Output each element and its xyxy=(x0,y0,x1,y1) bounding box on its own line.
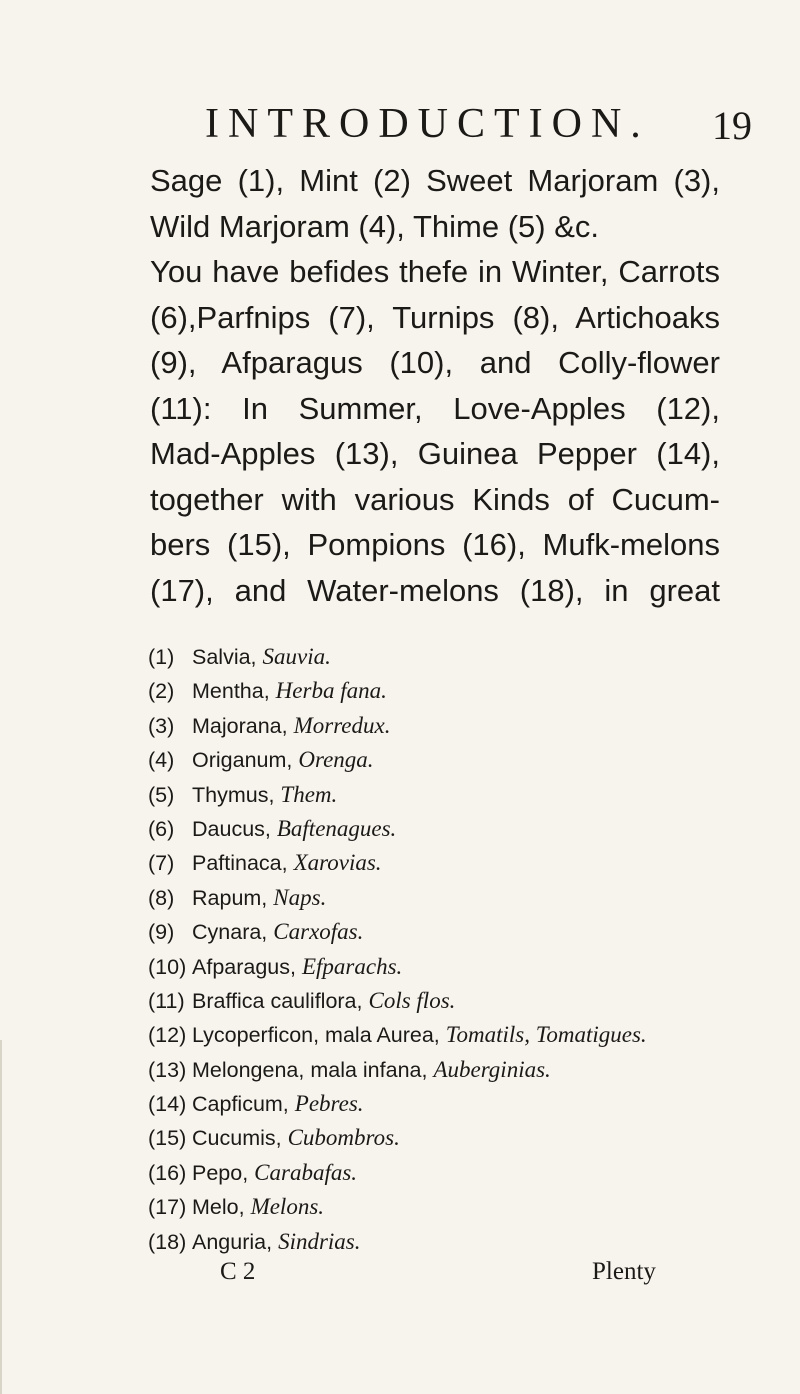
footnote xyxy=(148,915,708,949)
footnote xyxy=(148,984,708,1018)
footnote-local-name: Tomatils, Tomatigues. xyxy=(445,1022,647,1048)
footnote-number: (3) xyxy=(148,713,175,738)
running-title: INTRODUCTION. xyxy=(205,101,650,147)
footnote xyxy=(148,812,708,846)
footnote xyxy=(148,778,708,812)
footnote-local-name: Xarovias. xyxy=(293,850,382,876)
footnote-latin-name: Melongena, mala infana, xyxy=(192,1057,428,1082)
footnote-number: (10) xyxy=(148,954,187,979)
footnote-latin-name: Lycoperficon, mala Aurea, xyxy=(192,1023,440,1048)
footnote-local-name: Baftenagues. xyxy=(276,815,397,841)
signature-mark: C 2 xyxy=(220,1258,256,1285)
footnote-local-name: Pebres. xyxy=(294,1091,364,1117)
footnote-latin-name: Salvia, xyxy=(192,645,257,669)
footnote-number: (16) xyxy=(148,1160,187,1185)
body-line: together with various Kinds of Cucum- xyxy=(150,481,720,517)
footnote-local-name: Cubombros. xyxy=(287,1125,400,1151)
footnote xyxy=(148,1087,708,1121)
body-line: bers (15), Pompions (16), Mufk-melons xyxy=(150,527,720,562)
footnote-number: (8) xyxy=(148,885,175,910)
footnote xyxy=(148,846,708,880)
footnote xyxy=(148,674,708,708)
main-paragraph xyxy=(150,158,720,613)
footnote-local-name: Herba fana. xyxy=(275,678,387,704)
footnote-number: (9) xyxy=(148,920,175,945)
footnote xyxy=(148,709,708,743)
footnote-local-name: Sindrias. xyxy=(278,1228,361,1254)
footnote-latin-name: Paftinaca, xyxy=(192,851,288,876)
footnote xyxy=(148,1018,708,1052)
body-line: (6),Parfnips (7), Turnips (8), Artichoaks xyxy=(150,299,720,335)
footnote xyxy=(148,743,708,777)
page-footer xyxy=(0,1258,800,1298)
body-line: You have befides thefe in Winter, Carrots xyxy=(150,254,720,289)
page-number: 19 xyxy=(712,103,752,148)
footnote-number: (17) xyxy=(148,1195,187,1220)
footnote xyxy=(148,1190,708,1224)
footnote xyxy=(148,1156,708,1190)
footnote xyxy=(148,1225,708,1259)
footnote-latin-name: Anguria, xyxy=(192,1229,273,1254)
footnote-local-name: Morredux. xyxy=(293,712,391,738)
footnote-latin-name: Melo, xyxy=(192,1195,245,1220)
footnote xyxy=(148,950,708,984)
footnote-local-name: Sauvia. xyxy=(262,644,331,669)
footnote-number: (1) xyxy=(148,645,175,669)
body-line: (11): In Summer, Love-Apples (12), xyxy=(150,390,720,426)
footnote-latin-name: Braffica cauliflora, xyxy=(192,988,363,1013)
body-line: Wild Marjoram (4), Thime (5) &c. xyxy=(150,208,599,244)
footnote-latin-name: Cucumis, xyxy=(192,1126,282,1151)
footnote-local-name: Efparachs. xyxy=(301,953,403,979)
footnote-latin-name: Thymus, xyxy=(192,782,275,807)
footnote-number: (15) xyxy=(148,1126,187,1151)
footnote xyxy=(148,640,708,674)
footnote-local-name: Naps. xyxy=(273,884,327,910)
footnote-latin-name: Origanum, xyxy=(192,748,293,773)
footnote-local-name: Orenga. xyxy=(298,747,374,773)
body-line: (9), Afparagus (10), and Colly-flower xyxy=(150,345,720,380)
footnote xyxy=(148,1053,708,1087)
footnote-local-name: Auberginias. xyxy=(433,1056,551,1082)
footnote-number: (11) xyxy=(148,988,185,1013)
footnote-local-name: Cols flos. xyxy=(368,987,456,1013)
page-header xyxy=(0,100,800,150)
footnote-number: (18) xyxy=(148,1229,187,1254)
footnote-latin-name: Cynara, xyxy=(192,920,268,945)
binding-edge-shadow xyxy=(0,1040,2,1394)
footnote xyxy=(148,881,708,915)
body-line: Sage (1), Mint (2) Sweet Marjoram (3), xyxy=(150,163,720,198)
footnote-number: (2) xyxy=(148,679,175,704)
footnote-local-name: Them. xyxy=(280,781,338,807)
footnote-number: (7) xyxy=(148,851,175,876)
footnote-latin-name: Pepo, xyxy=(192,1160,249,1185)
footnotes xyxy=(148,640,708,1259)
footnote-latin-name: Afparagus, xyxy=(192,954,296,979)
footnote-number: (13) xyxy=(148,1057,187,1082)
footnote-latin-name: Majorana, xyxy=(192,713,288,738)
footnote-number: (5) xyxy=(148,782,175,807)
footnote-number: (12) xyxy=(148,1023,187,1048)
footnote-latin-name: Mentha, xyxy=(192,679,270,704)
body-line: (17), and Water-melons (18), in great xyxy=(150,572,720,608)
footnote-local-name: Carxofas. xyxy=(273,919,364,945)
footnote xyxy=(148,1121,708,1155)
footnote-number: (14) xyxy=(148,1092,187,1117)
footnote-latin-name: Rapum, xyxy=(192,885,268,910)
footnote-local-name: Carabafas. xyxy=(254,1159,358,1185)
footnote-latin-name: Daucus, xyxy=(192,816,271,841)
footnote-number: (6) xyxy=(148,816,175,841)
body-line: Mad-Apples (13), Guinea Pepper (14), xyxy=(150,436,720,471)
footnote-latin-name: Capficum, xyxy=(192,1092,289,1117)
catchword: Plenty xyxy=(592,1258,656,1285)
footnote-local-name: Melons. xyxy=(250,1194,325,1220)
footnote-number: (4) xyxy=(148,748,175,773)
